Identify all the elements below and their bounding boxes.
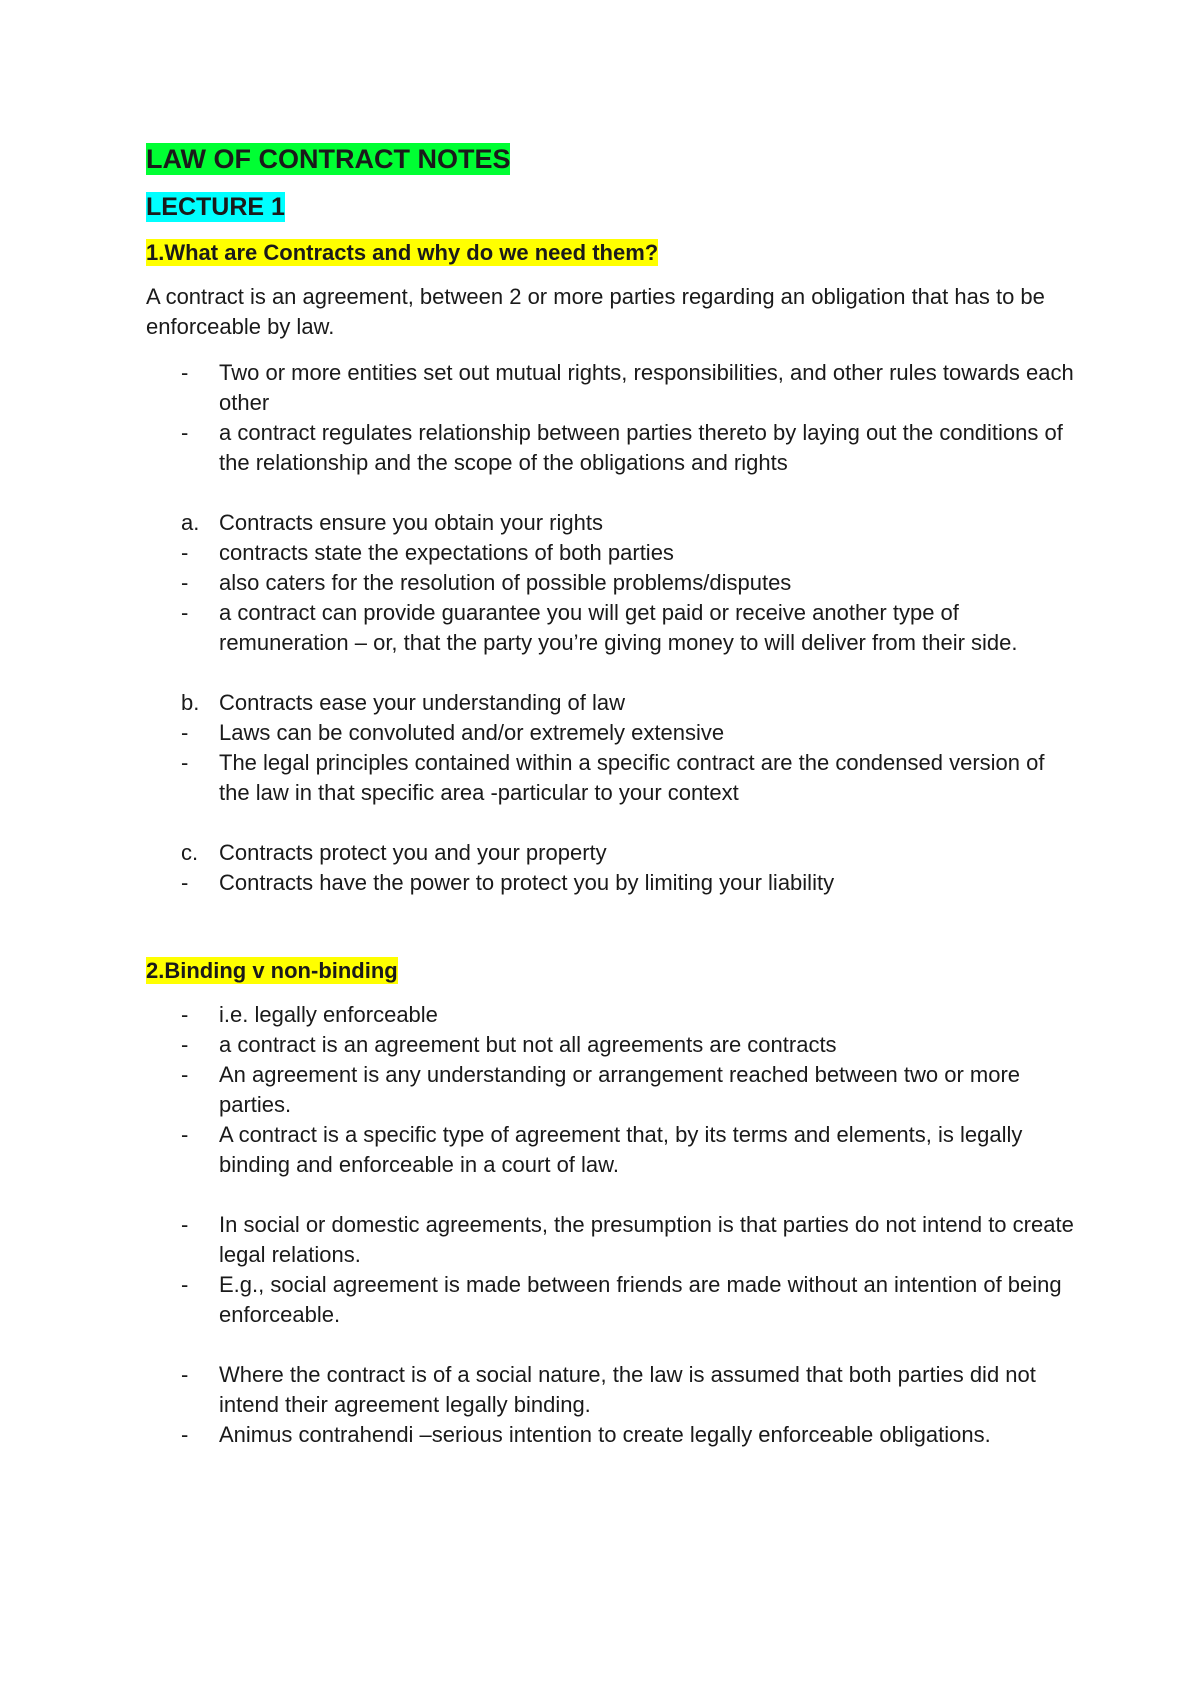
list-item-text: A contract is a specific type of agreement that, by its terms and elements, is legally binding and enforceable in a court of law. — [219, 1122, 1023, 1178]
section2-heading-block — [146, 958, 1076, 984]
bullet-marker: - — [181, 1212, 189, 1238]
subsection-a-heading — [146, 508, 1076, 538]
list-item — [146, 568, 1076, 598]
list-item-text: Contracts have the power to protect you by limiting your liability — [219, 870, 835, 896]
bullet-marker: - — [181, 870, 189, 896]
section1-heading-block — [146, 240, 1076, 266]
section1-heading: 1.What are Contracts and why do we need them? — [146, 240, 659, 266]
section1-intro: A contract is an agreement, between 2 or more parties regarding an obligation that has to be enforceable by law. — [146, 284, 1045, 340]
lecture-heading-block — [146, 193, 1076, 222]
spacer — [146, 478, 1076, 508]
list-item — [146, 748, 1076, 808]
spacer — [146, 1180, 1076, 1210]
document-title: LAW OF CONTRACT NOTES — [146, 144, 511, 174]
bullet-marker: - — [181, 750, 189, 776]
bullet-marker: - — [181, 1002, 189, 1028]
bullet-marker: - — [181, 1362, 189, 1388]
list-item-text: In social or domestic agreements, the presumption is that parties do not intend to create legal relations. — [219, 1212, 1074, 1268]
bullet-marker: - — [181, 1062, 189, 1088]
list-item-text: a contract can provide guarantee you will get paid or receive another type of remuneration – or, that the party you’re giving money to will deliver from their side. — [219, 600, 1018, 656]
document-body — [146, 144, 1076, 1450]
list-item — [146, 868, 1076, 898]
spacer — [146, 898, 1076, 958]
list-item-text: i.e. legally enforceable — [219, 1002, 438, 1028]
bullet-marker: - — [181, 570, 189, 596]
list-item-text: a contract regulates relationship between parties thereto by laying out the conditions of the relationship and the scope of the obligations and rights — [219, 420, 1063, 476]
subsection-marker: a. — [181, 510, 200, 536]
list-item-text: contracts state the expectations of both parties — [219, 540, 674, 566]
spacer — [146, 658, 1076, 688]
bullet-marker: - — [181, 1272, 189, 1298]
bullet-marker: - — [181, 1422, 189, 1448]
list-item-text: Animus contrahendi –serious intention to create legally enforceable obligations. — [219, 1422, 991, 1448]
list-item — [146, 538, 1076, 568]
spacer — [146, 1330, 1076, 1360]
list-item-text: Two or more entities set out mutual rights, responsibilities, and other rules towards each other — [219, 360, 1074, 416]
subsection-marker: c. — [181, 840, 199, 866]
list-item — [146, 418, 1076, 478]
bullet-marker: - — [181, 1032, 189, 1058]
lecture-heading: LECTURE 1 — [146, 193, 285, 222]
list-item — [146, 1000, 1076, 1030]
list-item — [146, 718, 1076, 748]
list-item — [146, 358, 1076, 418]
list-item — [146, 1210, 1076, 1270]
bullet-marker: - — [181, 540, 189, 566]
list-item — [146, 598, 1076, 658]
section2-heading: 2.Binding v non-binding — [146, 958, 398, 984]
subsection-heading-text: Contracts ensure you obtain your rights — [219, 510, 603, 536]
list-item-text: The legal principles contained within a specific contract are the condensed version of the law in that specific area -particular to your context — [219, 750, 1045, 806]
bullet-marker: - — [181, 720, 189, 746]
list-item — [146, 1270, 1076, 1330]
bullet-marker: - — [181, 360, 189, 386]
list-item-text: Laws can be convoluted and/or extremely extensive — [219, 720, 725, 746]
document-title-block — [146, 144, 1076, 175]
subsection-c-heading — [146, 838, 1076, 868]
subsection-heading-text: Contracts ease your understanding of law — [219, 690, 626, 716]
list-item — [146, 1420, 1076, 1450]
list-item-text: Where the contract is of a social nature, the law is assumed that both parties did not intend their agreement legally binding. — [219, 1362, 1036, 1418]
subsection-b-heading — [146, 688, 1076, 718]
list-item — [146, 1030, 1076, 1060]
subsection-marker: b. — [181, 690, 200, 716]
list-item — [146, 1360, 1076, 1420]
list-item — [146, 1060, 1076, 1120]
bullet-marker: - — [181, 600, 189, 626]
list-item-text: E.g., social agreement is made between friends are made without an intention of being enforceable. — [219, 1272, 1062, 1328]
list-item-text: a contract is an agreement but not all agreements are contracts — [219, 1032, 837, 1058]
bullet-marker: - — [181, 420, 189, 446]
subsection-heading-text: Contracts protect you and your property — [219, 840, 607, 866]
list-item — [146, 1120, 1076, 1180]
bullet-marker: - — [181, 1122, 189, 1148]
list-item-text: also caters for the resolution of possible problems/disputes — [219, 570, 792, 596]
spacer — [146, 808, 1076, 838]
list-item-text: An agreement is any understanding or arrangement reached between two or more parties. — [219, 1062, 1021, 1118]
